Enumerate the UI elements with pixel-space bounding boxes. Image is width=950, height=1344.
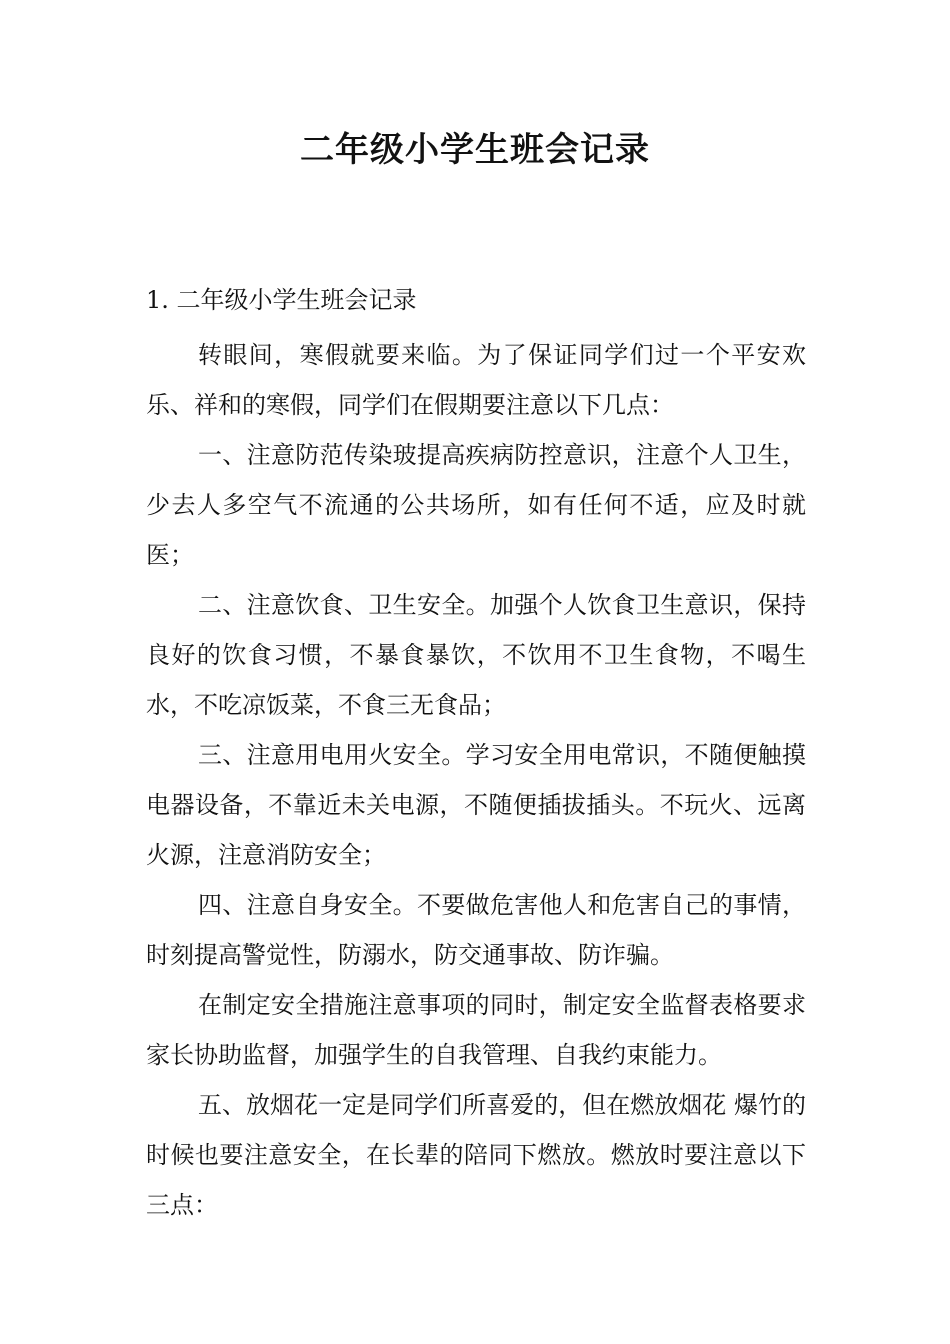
section-heading: 1. 二年级小学生班会记录 xyxy=(146,286,417,314)
paragraph-point-3: 三、注意用电用火安全。学习安全用电常识，不随便触摸电器设备，不靠近未关电源，不随便插拔插头。不玩火、远离火源，注意消防安全； xyxy=(146,741,806,869)
paragraph-point-4: 四、注意自身安全。不要做危害他人和危害自己的事情，时刻提高警觉性，防溺水，防交通事故、防诈骗。 xyxy=(146,891,806,969)
paragraph-intro: 转眼间，寒假就要来临。为了保证同学们过一个平安欢乐、祥和的寒假，同学们在假期要注意以下几点： xyxy=(146,341,806,419)
paragraph-supervision: 在制定安全措施注意事项的同时，制定安全监督表格要求家长协助监督，加强学生的自我管理、自我约束能力。 xyxy=(146,991,806,1069)
paragraph-point-5: 五、放烟花一定是同学们所喜爱的，但在燃放烟花 爆竹的时候也要注意安全，在长辈的陪同下燃放。燃放时要注意以下三点： xyxy=(146,1091,806,1219)
document-body xyxy=(146,330,806,1230)
document-title: 二年级小学生班会记录 xyxy=(300,130,650,170)
paragraph-point-2: 二、注意饮食、卫生安全。加强个人饮食卫生意识，保持良好的饮食习惯，不暴食暴饮，不饮用不卫生食物，不喝生水，不吃凉饭菜，不食三无食品； xyxy=(146,591,806,719)
paragraph-point-1: 一、注意防范传染玻提高疾病防控意识，注意个人卫生，少去人多空气不流通的公共场所，如有任何不适，应及时就医； xyxy=(146,441,806,569)
